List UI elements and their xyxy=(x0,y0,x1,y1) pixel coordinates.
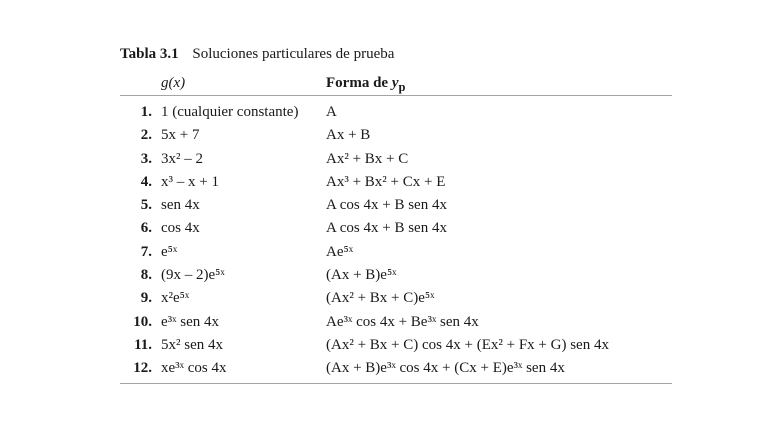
table-row xyxy=(120,218,672,241)
row-form: Ax² + Bx + C xyxy=(326,150,409,167)
table-row xyxy=(120,195,672,218)
table-body xyxy=(120,96,672,382)
header-form-prefix: Forma de xyxy=(326,75,392,91)
table-row xyxy=(120,358,672,381)
table-header xyxy=(120,68,672,95)
row-form: Ax + B xyxy=(326,127,371,144)
row-number: 8. xyxy=(140,267,152,284)
table-row xyxy=(120,288,672,311)
row-number: 6. xyxy=(140,220,152,237)
row-g-of-x: e⁵ˣ xyxy=(161,243,178,260)
header-g-of-x: g(x) xyxy=(161,75,186,91)
bottom-rule xyxy=(120,383,672,384)
row-g-of-x: 1 (cualquier constante) xyxy=(161,104,299,120)
row-number: 1. xyxy=(140,104,152,120)
table-row xyxy=(120,172,672,195)
row-form: A cos 4x + B sen 4x xyxy=(326,220,447,237)
table-caption xyxy=(120,46,394,63)
table-row xyxy=(120,242,672,265)
table-row xyxy=(120,149,672,172)
table-title: Soluciones particulares de prueba xyxy=(192,46,395,62)
row-g-of-x: xe³ˣ cos 4x xyxy=(161,360,227,377)
row-form: Ae³ˣ cos 4x + Be³ˣ sen 4x xyxy=(326,313,479,330)
row-form: A cos 4x + B sen 4x xyxy=(326,197,447,214)
row-g-of-x: x²e⁵ˣ xyxy=(161,290,190,307)
table-number: Tabla 3.1 xyxy=(120,46,179,62)
table-row xyxy=(120,335,672,358)
row-form: A xyxy=(326,104,337,120)
row-number: 11. xyxy=(134,336,152,353)
row-g-of-x: 3x² – 2 xyxy=(161,150,203,167)
row-number: 4. xyxy=(140,173,152,190)
row-number: 10. xyxy=(133,313,152,330)
row-number: 3. xyxy=(140,150,152,167)
header-form-sub: p xyxy=(398,80,406,94)
table-row xyxy=(120,125,672,148)
row-number: 12. xyxy=(133,360,152,377)
row-g-of-x: (9x – 2)e⁵ˣ xyxy=(161,267,225,284)
row-number: 9. xyxy=(140,290,152,307)
row-g-of-x: x³ – x + 1 xyxy=(161,173,219,190)
table-row xyxy=(120,102,672,125)
row-g-of-x: 5x + 7 xyxy=(161,127,200,144)
row-form: (Ax + B)e³ˣ cos 4x + (Cx + E)e³ˣ sen 4x xyxy=(326,360,565,377)
row-g-of-x: cos 4x xyxy=(161,220,200,237)
row-form: Ae⁵ˣ xyxy=(326,243,354,260)
row-form: (Ax + B)e⁵ˣ xyxy=(326,267,397,284)
table-row xyxy=(120,312,672,335)
solutions-table xyxy=(120,68,672,384)
header-form-var: y xyxy=(391,75,399,91)
row-g-of-x: sen 4x xyxy=(161,197,200,214)
row-number: 5. xyxy=(140,197,152,214)
table-row xyxy=(120,265,672,288)
row-form: (Ax² + Bx + C) cos 4x + (Ex² + Fx + G) sen 4x xyxy=(326,336,609,353)
row-g-of-x: 5x² sen 4x xyxy=(161,336,223,353)
row-form: Ax³ + Bx² + Cx + E xyxy=(326,173,446,190)
header-form xyxy=(326,75,405,95)
row-number: 7. xyxy=(140,243,152,260)
row-g-of-x: e³ˣ sen 4x xyxy=(161,313,219,330)
row-form: (Ax² + Bx + C)e⁵ˣ xyxy=(326,290,435,307)
row-number: 2. xyxy=(140,127,152,144)
